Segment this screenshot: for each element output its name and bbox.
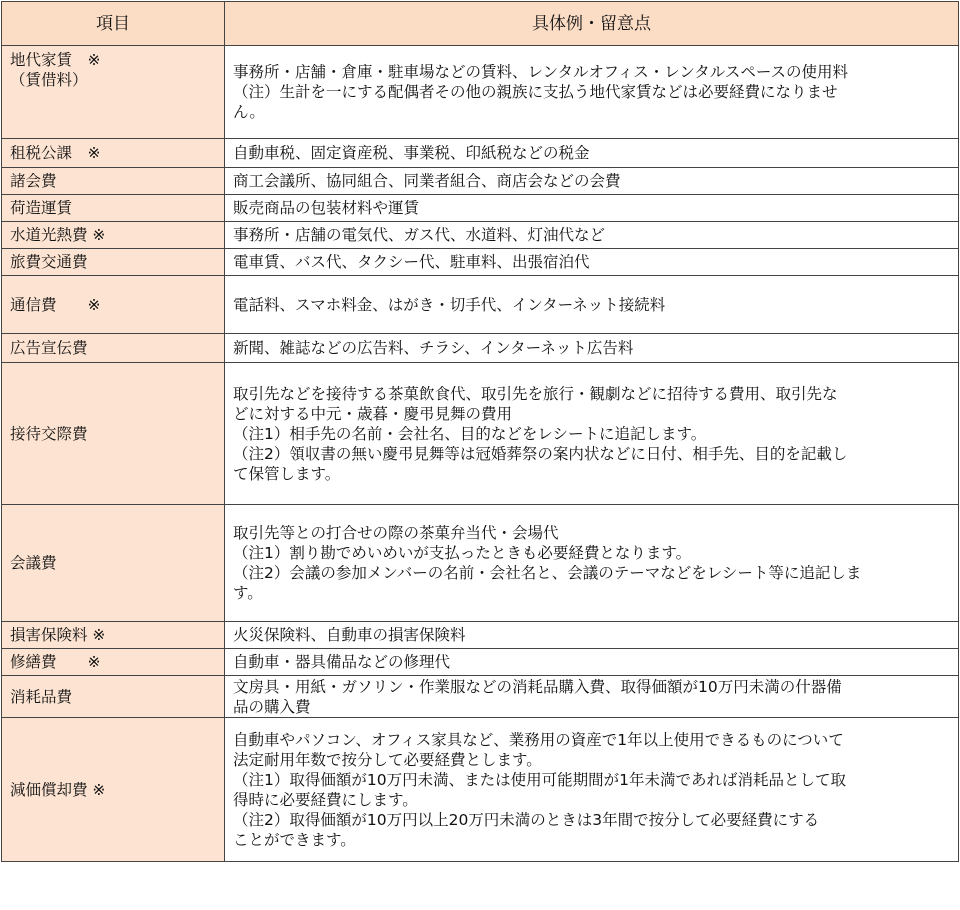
detail-line: （注1）取得価額が10万円未満、または使用可能期間が1年未満であれば消耗品として取	[233, 770, 846, 789]
expense-table	[1, 1, 959, 862]
detail-line: （注2）取得価額が10万円以上20万円未満のときは3年間で按分して必要経費にする	[233, 810, 820, 829]
detail-line: 電車賃、バス代、タクシー代、駐車料、出張宿泊代	[233, 253, 590, 271]
detail-line: 火災保険料、自動車の損害保険料	[233, 626, 466, 644]
header-item: 項目	[2, 2, 225, 46]
detail-line: 自動車税、固定資産税、事業税、印紙税などの税金	[233, 144, 590, 162]
detail-line: （注）生計を一にする配偶者その他の親族に支払う地代家賃などは必要経費になりませ	[233, 83, 838, 101]
detail-line: 自動車やパソコン、オフィス家具など、業務用の資産で1年以上使用できるものについて	[233, 730, 844, 749]
table-row	[2, 249, 959, 276]
expense-detail-cell	[225, 649, 959, 676]
table-row	[2, 222, 959, 249]
expense-detail-cell	[225, 676, 959, 718]
expense-detail-cell	[225, 505, 959, 622]
table-row	[2, 195, 959, 222]
detail-line: 文房具・用紙・ガソリン・作業服などの消耗品購入費、取得価額が10万円未満の什器備	[233, 677, 842, 696]
expense-item-cell: 諸会費	[2, 168, 225, 195]
expense-item-cell: 旅費交通費	[2, 249, 225, 276]
table-row	[2, 718, 959, 862]
detail-line: 法定耐用年数で按分して必要経費とします。	[233, 750, 542, 769]
detail-line: （注1）相手先の名前・会社名、目的などをレシートに追記します。	[233, 424, 707, 443]
expense-item-cell: 水道光熱費 ※	[2, 222, 225, 249]
expense-detail-cell	[225, 718, 959, 862]
detail-line: ことができます。	[233, 830, 356, 849]
expense-detail-cell	[225, 363, 959, 505]
detail-line: す。	[233, 584, 263, 602]
expense-item-cell: 修繕費 ※	[2, 649, 225, 676]
detail-line: 事務所・店舗・倉庫・駐車場などの賃料、レンタルオフィス・レンタルスペースの使用料	[233, 63, 849, 81]
expense-item-cell: 租税公課 ※	[2, 139, 225, 168]
table-row	[2, 363, 959, 505]
table-row	[2, 649, 959, 676]
expense-item-cell: 荷造運賃	[2, 195, 225, 222]
expense-detail-cell	[225, 168, 959, 195]
table-body	[2, 46, 959, 862]
expense-detail-cell	[225, 249, 959, 276]
table-row	[2, 46, 959, 139]
detail-line: 商工会議所、協同組合、同業者組合、商店会などの会費	[233, 172, 621, 190]
table-row	[2, 139, 959, 168]
expense-detail-cell	[225, 222, 959, 249]
detail-line: どに対する中元・歳暮・慶弔見舞の費用	[233, 404, 513, 423]
detail-line: 自動車・器具備品などの修理代	[233, 653, 451, 671]
detail-line: 取引先などを接待する茶菓飲食代、取引先を旅行・観劇などに招待する費用、取引先な	[233, 384, 838, 403]
expense-item-cell: 損害保険料 ※	[2, 622, 225, 649]
detail-line: （注2）領収書の無い慶弔見舞等は冠婚葬祭の案内状などに日付、相手先、目的を記載し	[233, 444, 848, 463]
table-header-row	[2, 2, 959, 46]
expense-detail-cell	[225, 195, 959, 222]
detail-line: 新聞、雑誌などの広告料、チラシ、インターネット広告料	[233, 339, 634, 357]
detail-line: 品の購入費	[233, 697, 311, 716]
detail-line: 取引先等との打合せの際の茶菓弁当代・会場代	[233, 524, 559, 542]
expense-item-cell: 消耗品費	[2, 676, 225, 718]
expense-item-cell: 減価償却費 ※	[2, 718, 225, 862]
detail-line: 電話料、スマホ料金、はがき・切手代、インターネット接続料	[233, 295, 666, 314]
expense-item-cell: 会議費	[2, 505, 225, 622]
detail-line: て保管します。	[233, 464, 341, 483]
expense-item-cell: 通信費 ※	[2, 276, 225, 334]
expense-item-cell: 接待交際費	[2, 363, 225, 505]
table-row	[2, 622, 959, 649]
table-row	[2, 276, 959, 334]
detail-line: 事務所・店舗の電気代、ガス代、水道料、灯油代など	[233, 226, 606, 244]
detail-line: 得時に必要経費にします。	[233, 790, 418, 809]
detail-line: 販売商品の包装材料や運賃	[233, 199, 420, 217]
header-detail: 具体例・留意点	[225, 2, 959, 46]
table-row	[2, 505, 959, 622]
expense-item-cell: 地代家賃 ※ （賃借料）	[2, 46, 225, 139]
expense-item-cell: 広告宣伝費	[2, 334, 225, 363]
table-row	[2, 168, 959, 195]
detail-line: ん。	[233, 103, 265, 121]
expense-detail-cell	[225, 622, 959, 649]
expense-detail-cell	[225, 46, 959, 139]
detail-line: （注2）会議の参加メンバーの名前・会社名と、会議のテーマなどをレシート等に追記しま	[233, 564, 862, 582]
expense-detail-cell	[225, 139, 959, 168]
table-row	[2, 334, 959, 363]
table-row	[2, 676, 959, 718]
detail-line: （注1）割り勘でめいめいが支払ったときも必要経費となります。	[233, 544, 692, 562]
expense-detail-cell	[225, 276, 959, 334]
expense-detail-cell	[225, 334, 959, 363]
